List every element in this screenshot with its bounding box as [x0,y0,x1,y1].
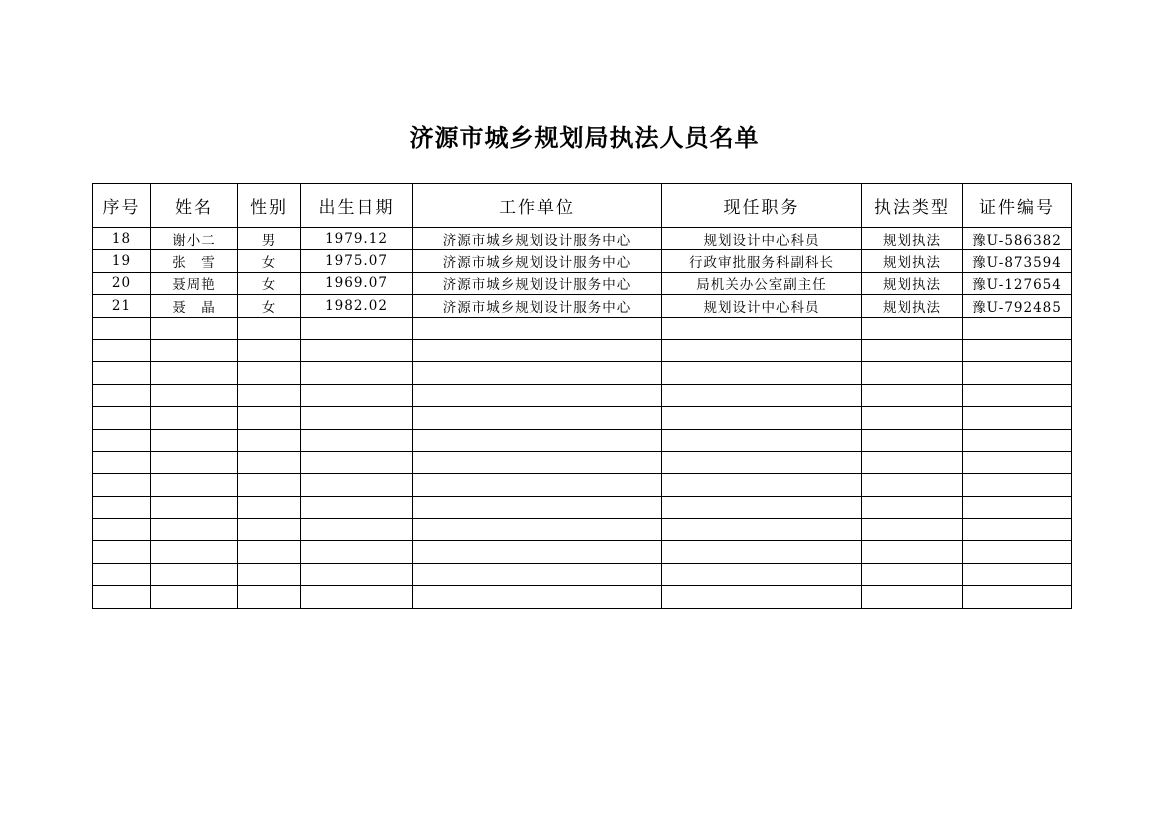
birth-date-cell [301,563,413,585]
gender-cell [238,586,301,608]
birth-date-cell [301,586,413,608]
position-cell [662,317,862,339]
enforcement-type-cell [862,429,963,451]
header-certificate-number: 证件编号 [963,184,1072,228]
certificate-number-cell [963,541,1072,563]
table-header-row [93,184,1072,228]
serial-number-cell: 19 [93,250,151,272]
enforcement-type-cell [862,586,963,608]
table-row [93,295,1072,317]
name-cell [151,384,238,406]
gender-cell [238,474,301,496]
name-cell [151,451,238,473]
enforcement-type-cell [862,563,963,585]
gender-cell [238,429,301,451]
certificate-number-cell: 豫U-873594 [963,250,1072,272]
gender-cell [238,451,301,473]
gender-cell [238,541,301,563]
table-row [93,250,1072,272]
enforcement-type-cell [862,541,963,563]
position-cell [662,384,862,406]
birth-date-cell [301,496,413,518]
header-current-position: 现任职务 [662,184,862,228]
serial-number-cell [93,429,151,451]
enforcement-type-cell [862,384,963,406]
header-serial-number: 序号 [93,184,151,228]
name-cell [151,474,238,496]
certificate-number-cell: 豫U-792485 [963,295,1072,317]
table-row [93,407,1072,429]
serial-number-cell [93,317,151,339]
birth-date-cell [301,384,413,406]
table-row [93,586,1072,608]
table-row [93,519,1072,541]
table-row [93,317,1072,339]
position-cell: 规划设计中心科员 [662,228,862,250]
page-title: 济源市城乡规划局执法人员名单 [409,123,760,152]
work-unit-cell [413,586,662,608]
birth-date-cell: 1982.02 [301,295,413,317]
certificate-number-cell [963,586,1072,608]
enforcement-type-cell [862,451,963,473]
table-row [93,339,1072,361]
work-unit-cell [413,362,662,384]
table-row [93,474,1072,496]
work-unit-cell [413,496,662,518]
table-row [93,272,1072,294]
gender-cell [238,496,301,518]
certificate-number-cell [963,451,1072,473]
position-cell [662,407,862,429]
name-cell [151,519,238,541]
enforcement-type-cell: 规划执法 [862,228,963,250]
certificate-number-cell: 豫U-586382 [963,228,1072,250]
table-row [93,563,1072,585]
certificate-number-cell [963,519,1072,541]
certificate-number-cell [963,496,1072,518]
birth-date-cell [301,317,413,339]
gender-cell: 男 [238,228,301,250]
birth-date-cell [301,541,413,563]
work-unit-cell [413,317,662,339]
serial-number-cell [93,339,151,361]
position-cell [662,362,862,384]
work-unit-cell [413,451,662,473]
position-cell [662,474,862,496]
birth-date-cell [301,451,413,473]
name-cell [151,339,238,361]
name-cell [151,317,238,339]
enforcement-type-cell: 规划执法 [862,295,963,317]
position-cell [662,541,862,563]
name-cell: 张 雪 [151,250,238,272]
table-row [93,541,1072,563]
gender-cell [238,339,301,361]
enforcement-type-cell [862,474,963,496]
enforcement-type-cell [862,519,963,541]
position-cell [662,496,862,518]
serial-number-cell [93,519,151,541]
name-cell [151,586,238,608]
gender-cell: 女 [238,250,301,272]
serial-number-cell: 21 [93,295,151,317]
position-cell: 局机关办公室副主任 [662,272,862,294]
serial-number-cell: 20 [93,272,151,294]
serial-number-cell [93,563,151,585]
certificate-number-cell: 豫U-127654 [963,272,1072,294]
header-gender: 性别 [238,184,301,228]
enforcement-type-cell [862,317,963,339]
work-unit-cell: 济源市城乡规划设计服务中心 [413,228,662,250]
name-cell: 聂 晶 [151,295,238,317]
serial-number-cell [93,496,151,518]
gender-cell [238,563,301,585]
position-cell: 规划设计中心科员 [662,295,862,317]
certificate-number-cell [963,563,1072,585]
serial-number-cell [93,586,151,608]
name-cell [151,407,238,429]
certificate-number-cell [963,474,1072,496]
position-cell [662,563,862,585]
work-unit-cell: 济源市城乡规划设计服务中心 [413,272,662,294]
birth-date-cell: 1979.12 [301,228,413,250]
gender-cell: 女 [238,295,301,317]
name-cell: 谢小二 [151,228,238,250]
table-row [93,228,1072,250]
name-cell [151,362,238,384]
header-birth-date: 出生日期 [301,184,413,228]
serial-number-cell: 18 [93,228,151,250]
name-cell: 聂周艳 [151,272,238,294]
position-cell [662,586,862,608]
enforcement-type-cell: 规划执法 [862,272,963,294]
birth-date-cell [301,429,413,451]
birth-date-cell [301,474,413,496]
enforcement-type-cell [862,496,963,518]
serial-number-cell [93,384,151,406]
birth-date-cell [301,339,413,361]
gender-cell [238,362,301,384]
name-cell [151,429,238,451]
position-cell [662,451,862,473]
certificate-number-cell [963,317,1072,339]
header-work-unit: 工作单位 [413,184,662,228]
table-body [93,228,1072,609]
work-unit-cell [413,519,662,541]
birth-date-cell [301,407,413,429]
birth-date-cell: 1975.07 [301,250,413,272]
gender-cell [238,317,301,339]
name-cell [151,563,238,585]
work-unit-cell [413,474,662,496]
position-cell [662,339,862,361]
work-unit-cell [413,339,662,361]
birth-date-cell: 1969.07 [301,272,413,294]
table-row [93,362,1072,384]
enforcement-type-cell [862,339,963,361]
serial-number-cell [93,362,151,384]
work-unit-cell [413,563,662,585]
position-cell [662,429,862,451]
gender-cell [238,384,301,406]
serial-number-cell [93,541,151,563]
position-cell: 行政审批服务科副科长 [662,250,862,272]
birth-date-cell [301,362,413,384]
gender-cell: 女 [238,272,301,294]
position-cell [662,519,862,541]
work-unit-cell [413,384,662,406]
table-row [93,496,1072,518]
work-unit-cell: 济源市城乡规划设计服务中心 [413,295,662,317]
work-unit-cell [413,541,662,563]
certificate-number-cell [963,429,1072,451]
enforcement-type-cell [862,407,963,429]
serial-number-cell [93,474,151,496]
certificate-number-cell [963,362,1072,384]
name-cell [151,496,238,518]
name-cell [151,541,238,563]
certificate-number-cell [963,339,1072,361]
enforcement-type-cell [862,362,963,384]
table-row [93,384,1072,406]
personnel-table [92,183,1072,609]
serial-number-cell [93,407,151,429]
work-unit-cell: 济源市城乡规划设计服务中心 [413,250,662,272]
gender-cell [238,407,301,429]
enforcement-type-cell: 规划执法 [862,250,963,272]
serial-number-cell [93,451,151,473]
table-row [93,429,1072,451]
gender-cell [238,519,301,541]
table-row [93,451,1072,473]
birth-date-cell [301,519,413,541]
certificate-number-cell [963,407,1072,429]
header-enforcement-type: 执法类型 [862,184,963,228]
header-name: 姓名 [151,184,238,228]
work-unit-cell [413,407,662,429]
work-unit-cell [413,429,662,451]
certificate-number-cell [963,384,1072,406]
